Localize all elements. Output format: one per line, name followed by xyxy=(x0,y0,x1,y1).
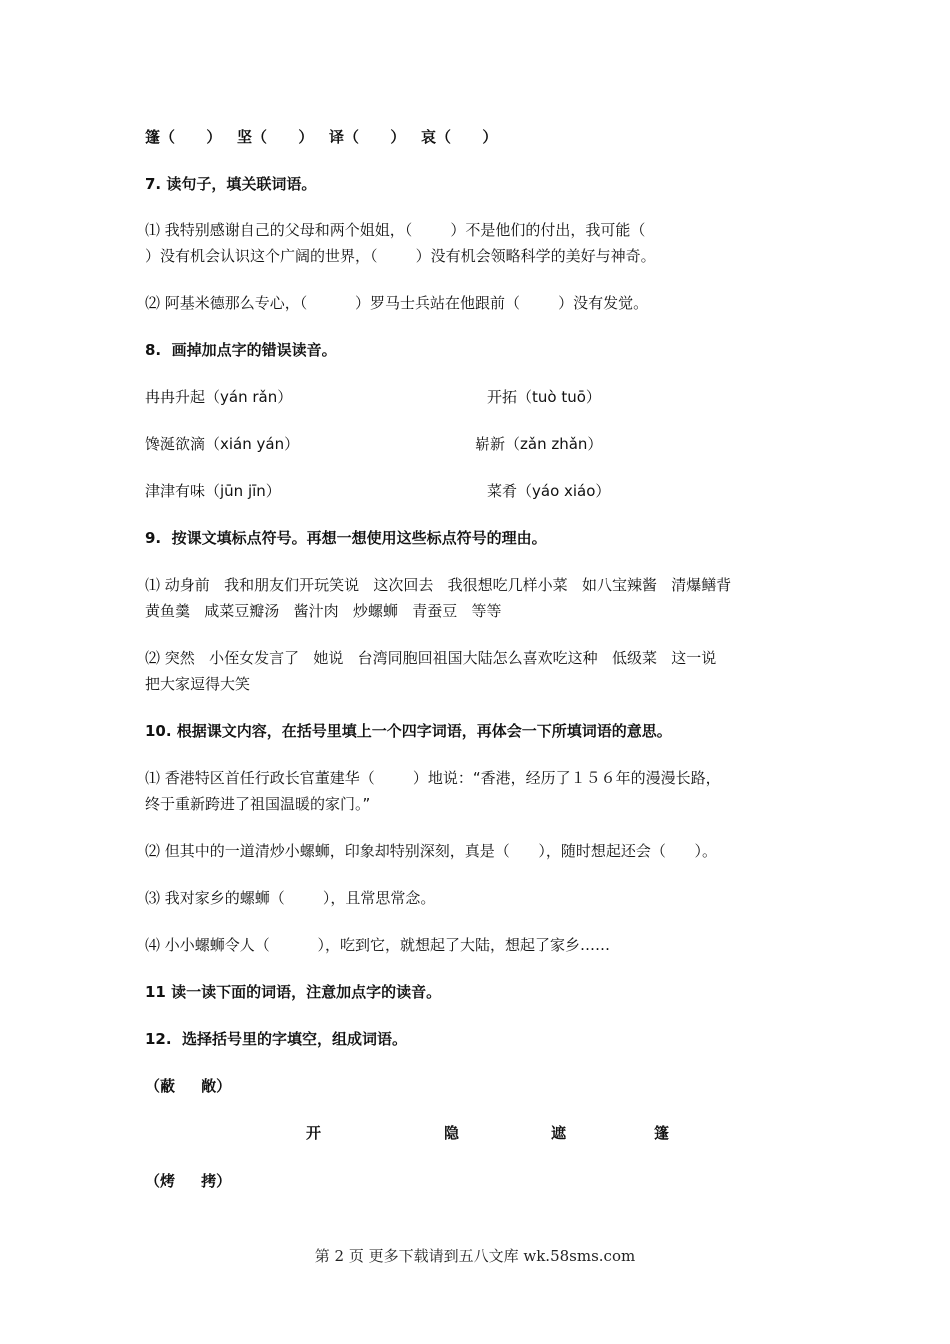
q7-item1-line1: ⑴ 我特别感谢自己的父母和两个姐姐，（ ）不是他们的付出，我可能（ xyxy=(145,221,646,239)
q9-item2-line1: ⑵ 突然 小侄女发言了 她说 台湾同胞回祖国大陆怎么喜欢吃这种 低级菜 这一说 xyxy=(145,649,717,667)
q10-item1-line2: 终于重新跨进了祖国温暖的家门。” xyxy=(145,795,371,813)
q12-title: 12. 选择括号里的字填空，组成词语。 xyxy=(145,1030,408,1048)
q10-title: 10. 根据课文内容，在括号里填上一个四字词语，再体会一下所填词语的意思。 xyxy=(145,722,672,740)
q8-row2-right: 崭新（zǎn zhǎn） xyxy=(475,435,603,453)
q9-title: 9. 按课文填标点符号。再想一想使用这些标点符号的理由。 xyxy=(145,529,547,547)
q8-row3-left: 津津有味（jūn jīn） xyxy=(145,482,281,500)
page-footer: 第 2 页 更多下载请到五八文库 wk.58sms.com xyxy=(314,1247,636,1265)
q12-word3: 遮 xyxy=(551,1124,567,1142)
q11-title: 11 读一读下面的词语，注意加点字的读音。 xyxy=(145,983,442,1001)
q8-row3-right: 菜肴（yáo xiáo） xyxy=(487,482,611,500)
q7-item1-line2: ）没有机会认识这个广阔的世界，（ ）没有机会领略科学的美好与神奇。 xyxy=(145,247,656,265)
char-pinyin-blanks: 篷（ ） 坚（ ） 译（ ） 哀（ ） xyxy=(145,128,498,146)
q9-item2-line2: 把大家逗得大笑 xyxy=(145,675,251,693)
q10-item2: ⑵ 但其中的一道清炒小螺蛳，印象却特别深刻，真是（ ），随时想起还会（ ）。 xyxy=(145,842,717,860)
q10-item1-line1: ⑴ 香港特区首任行政长官董建华（ ）地说：“香港，经历了１５６年的漫漫长路， xyxy=(145,769,721,787)
q8-row1-right: 开拓（tuò tuō） xyxy=(487,388,601,406)
q10-item3: ⑶ 我对家乡的螺蛳（ ），且常思常念。 xyxy=(145,889,436,907)
q12-choice-pair2: （烤 拷） xyxy=(145,1172,232,1190)
q8-row1-left: 冉冉升起（yán rǎn） xyxy=(145,388,293,406)
q8-row2-left: 馋涎欲滴（xián yán） xyxy=(145,435,300,453)
q12-choice-pair1: （蔽 敞） xyxy=(145,1077,232,1095)
q7-title: 7. 读句子，填关联词语。 xyxy=(145,175,317,193)
q10-item4: ⑷ 小小螺蛳令人（ ），吃到它，就想起了大陆，想起了家乡…… xyxy=(145,936,610,954)
q7-item2: ⑵ 阿基米德那么专心，（ ）罗马士兵站在他跟前（ ）没有发觉。 xyxy=(145,294,649,312)
q12-word4: 篷 xyxy=(654,1124,670,1142)
q12-word1: 开 xyxy=(306,1124,322,1142)
q12-word2: 隐 xyxy=(444,1124,460,1142)
q9-item1-line1: ⑴ 动身前 我和朋友们开玩笑说 这次回去 我很想吃几样小菜 如八宝辣酱 清爆鳝背 xyxy=(145,576,732,594)
q8-title: 8. 画掉加点字的错误读音。 xyxy=(145,341,337,359)
q9-item1-line2: 黄鱼羹 咸菜豆瓣汤 酱汁肉 炒螺蛳 青蚕豆 等等 xyxy=(145,602,502,620)
